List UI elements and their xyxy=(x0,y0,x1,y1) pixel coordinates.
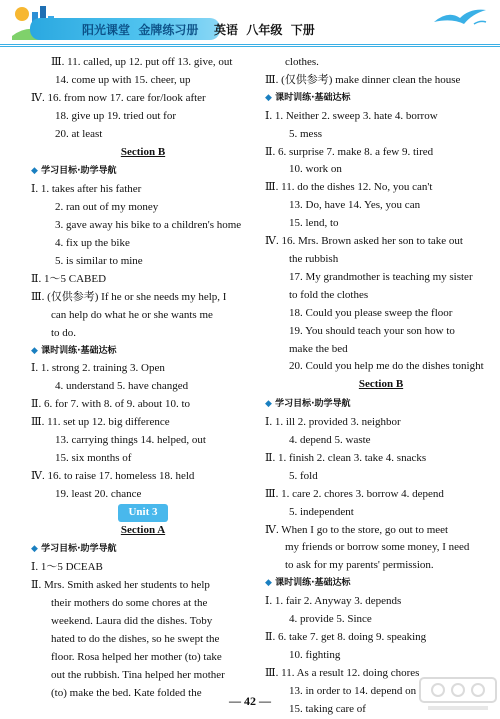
answer-line: hated to do the dishes, so he swept the xyxy=(51,633,220,645)
diamond-icon: ◆ xyxy=(31,345,42,356)
answer-line: 17. My grandmother is teaching my sister xyxy=(289,270,473,283)
answer-line: 5. mess xyxy=(289,127,322,140)
answer-line: 5. fold xyxy=(289,469,318,482)
answer-line: 18. give up 19. tried out for xyxy=(55,109,176,122)
answer-line: my friends or borrow some money, I need xyxy=(285,541,470,554)
answer-line: to fold the clothes xyxy=(289,288,369,301)
answer-line: Ⅰ. 1～5 DCEAB xyxy=(31,561,103,574)
answer-line: Ⅳ. 16. to raise 17. homeless 18. held xyxy=(31,469,195,482)
answer-line: 19. least 20. chance xyxy=(55,487,142,500)
answer-line: Ⅳ. When I go to the store, go out to meet xyxy=(265,523,449,536)
bird-icon xyxy=(430,4,490,30)
header-rule-thin xyxy=(0,46,500,47)
answer-line: 20. at least xyxy=(55,127,103,140)
header-subject: 英语 八年级 下册 xyxy=(214,23,315,37)
answer-line: 5. independent xyxy=(289,505,354,518)
answer-line: Ⅲ. (仅供参考) If he or she needs my help, I xyxy=(31,290,227,303)
answer-line: to ask for my parents' permission. xyxy=(285,559,434,572)
subheading-text: 课时训练·基础达标 xyxy=(275,92,351,103)
diamond-icon: ◆ xyxy=(31,544,42,555)
diamond-icon: ◆ xyxy=(265,578,276,589)
answer-line: their mothers do some chores at the xyxy=(51,597,208,610)
answer-line: Ⅱ. 6. take 7. get 8. doing 9. speaking xyxy=(265,631,427,643)
answer-line: Ⅲ. 11. called, up 12. put off 13. give, out xyxy=(51,56,233,68)
answer-line: Ⅲ. 1. care 2. chores 3. borrow 4. depend xyxy=(265,487,444,500)
diamond-icon: ◆ xyxy=(265,399,276,410)
subheading-text: 学习目标·助学导航 xyxy=(41,166,117,177)
subheading-text: 学习目标·助学导航 xyxy=(275,399,351,410)
answer-line: make the bed xyxy=(289,342,348,355)
answer-line: 13. in order to 14. depend on xyxy=(289,684,417,697)
subheading-text: 课时训练·基础达标 xyxy=(275,578,351,589)
answer-line: 4. depend 5. waste xyxy=(289,434,371,447)
answer-line: Ⅰ. 1. ill 2. provided 3. neighbor xyxy=(265,416,401,429)
answer-line: 2. ran out of my money xyxy=(55,201,159,214)
answer-line: Ⅱ. 1. finish 2. clean 3. take 4. snacks xyxy=(265,451,427,464)
right-column xyxy=(265,54,497,719)
section-heading-text: Section B xyxy=(358,378,404,391)
subheading xyxy=(31,541,255,559)
answer-line: 19. You should teach your son how to xyxy=(289,324,455,337)
answer-line: 10. fighting xyxy=(289,648,341,661)
answer-line: 20. Could you help me do the dishes tonight xyxy=(289,360,484,373)
left-column xyxy=(31,54,255,703)
answer-line: 10. work on xyxy=(289,163,342,176)
answer-line: 13. carrying things 14. helped, out xyxy=(55,434,206,447)
answer-line: 18. Could you please sweep the floor xyxy=(289,306,453,319)
answer-line: Ⅱ. 1～5 CABED xyxy=(31,272,107,285)
subheading xyxy=(31,343,255,361)
answer-line: Ⅲ. 11. As a result 12. doing chores xyxy=(265,666,420,679)
header-brand: 阳光课堂 金牌练习册 xyxy=(82,23,199,37)
section-heading-text: Section A xyxy=(120,523,166,536)
unit-heading xyxy=(31,504,255,522)
answer-line: to do. xyxy=(51,326,77,339)
answer-line: floor. Rosa helped her mother (to) take xyxy=(51,650,222,663)
answer-line: 4. understand 5. have changed xyxy=(55,380,189,393)
answer-line: 15. lend, to xyxy=(289,217,339,230)
answer-line: out the rubbish. Tina helped her mother xyxy=(51,668,225,681)
section-heading-text: Section B xyxy=(120,145,166,158)
answer-line: Ⅰ. 1. takes after his father xyxy=(31,183,142,196)
page-number: — 42 — xyxy=(229,694,271,708)
section-heading xyxy=(31,522,255,542)
answer-line: Ⅰ. 1. fair 2. Anyway 3. depends xyxy=(265,595,402,608)
subheading xyxy=(31,163,255,181)
page-header xyxy=(0,0,500,44)
answer-line: the rubbish xyxy=(289,252,339,265)
answer-line: Ⅲ. 11. set up 12. big difference xyxy=(31,416,170,429)
section-heading xyxy=(31,144,255,164)
answer-line: 15. taking care of xyxy=(289,702,366,715)
answer-line: 4. fix up the bike xyxy=(55,237,130,250)
header-rule xyxy=(0,44,500,45)
answer-line: 3. gave away his bike to a children's home xyxy=(55,219,242,232)
diamond-icon: ◆ xyxy=(31,166,42,177)
answer-line: 13. Do, have 14. Yes, you can xyxy=(289,199,421,212)
answer-line: Ⅱ. 6. for 7. with 8. of 9. about 10. to xyxy=(31,398,191,411)
subheading xyxy=(265,575,497,593)
answer-line: 14. come up with 15. cheer, up xyxy=(55,73,191,86)
subheading-text: 学习目标·助学导航 xyxy=(41,544,117,555)
answer-line: 5. is similar to mine xyxy=(55,254,143,267)
answer-line: Ⅲ. (仅供参考) make dinner clean the house xyxy=(265,73,461,86)
answer-line: Ⅰ. 1. Neither 2. sweep 3. hate 4. borrow xyxy=(265,109,438,122)
answer-line: 15. six months of xyxy=(55,451,132,464)
subheading xyxy=(265,90,497,108)
answer-line: clothes. xyxy=(285,56,319,68)
answer-line: Ⅳ. 16. Mrs. Brown asked her son to take out xyxy=(265,235,463,248)
answer-line: Ⅳ. 16. from now 17. care for/look after xyxy=(31,91,206,104)
answer-line: (to) make the bed. Kate folded the xyxy=(51,686,202,699)
answer-line: can help do what he or she wants me xyxy=(51,308,213,321)
answer-line: weekend. Laura did the dishes. Toby xyxy=(51,615,213,628)
answer-line: Ⅰ. 1. strong 2. training 3. Open xyxy=(31,362,165,375)
watermark-icon xyxy=(418,674,498,714)
section-heading xyxy=(265,376,497,396)
answer-line: 4. provide 5. Since xyxy=(289,613,372,626)
answer-line: Ⅱ. Mrs. Smith asked her students to help xyxy=(31,579,210,592)
answer-line: Ⅲ. 11. do the dishes 12. No, you can't xyxy=(265,181,433,194)
subheading-text: 课时训练·基础达标 xyxy=(41,345,117,356)
unit-badge: Unit 3 xyxy=(118,504,167,522)
diamond-icon: ◆ xyxy=(265,92,276,103)
answer-line: Ⅱ. 6. surprise 7. make 8. a few 9. tired xyxy=(265,145,434,158)
subheading xyxy=(265,396,497,414)
